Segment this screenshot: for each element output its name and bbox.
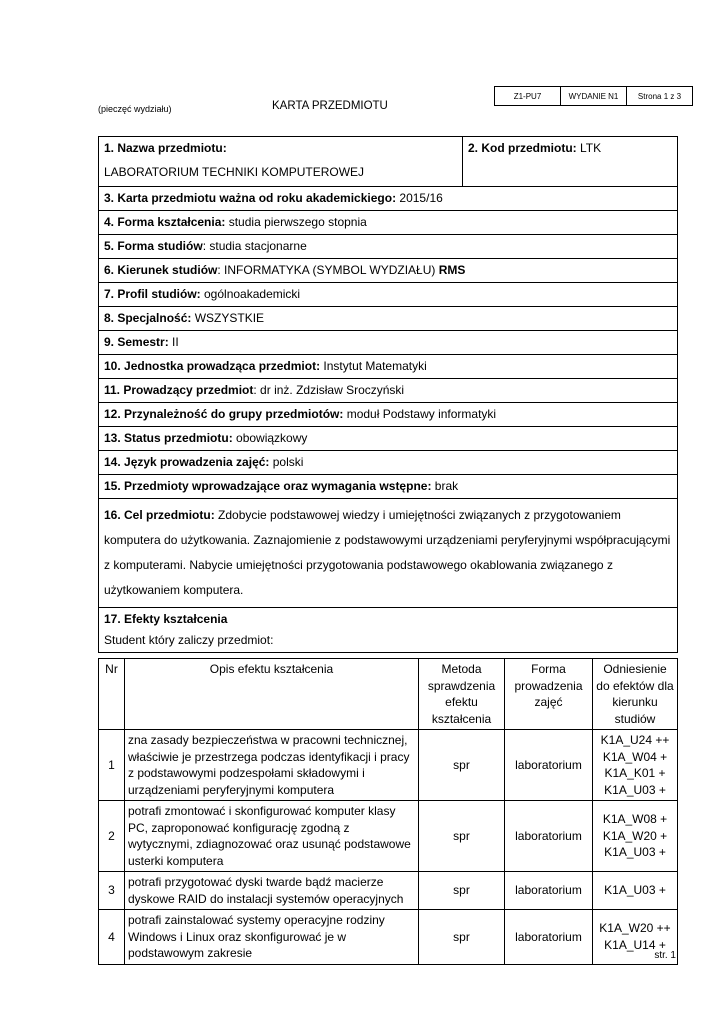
doc-code: Z1-PU7: [513, 91, 542, 101]
field-valid-year: 3. Karta przedmiotu ważna od roku akademickiego: 2015/16: [99, 187, 678, 211]
field-course-goal: 16. Cel przedmiotu: Zdobycie podstawowej wiedzy i umiejętności związanych z przygotowaniem komputera do użytkowania. Zaznajomienie z podstawowymi urządzeniami peryferyjnymi współpracującymi z komputerami. Nabycie umiejętności przygotowania podstawowego okablowania związanego z użytkowaniem komputera.: [99, 499, 678, 608]
faculty-seal-label: (pieczęć wydziału): [98, 104, 172, 114]
field-status: 13. Status przedmiotu: obowiązkowy: [99, 427, 678, 451]
doc-page-count: Strona 1 z 3: [626, 87, 692, 105]
field-education-form: 4. Forma kształcenia: studia pierwszego stopnia: [99, 211, 678, 235]
course-name-value: LABORATORIUM TECHNIKI KOMPUTEROWEJ: [104, 165, 365, 179]
col-description: Opis efektu kształcenia: [125, 659, 419, 730]
col-form: Forma prowadzenia zajęć: [505, 659, 593, 730]
col-reference: Odniesienie do efektów dla kierunku studiów: [593, 659, 678, 730]
field-course-code: 2. Kod przedmiotu: LTK: [463, 137, 678, 187]
field-group: 12. Przynależność do grupy przedmiotów: moduł Podstawy informatyki: [99, 403, 678, 427]
table-row: 3 potrafi przygotować dyski twarde bądź macierze dyskowe RAID do instalacji systemów operacyjnych spr laboratorium K1A_U03 +: [99, 872, 678, 910]
table-row: 2 potrafi zmontować i skonfigurować komputer klasy PC, zaproponować konfigurację zgodną z wytycznymi, zdiagnozować oraz usunąć podstawowe usterki komputera spr laboratorium K1A_W08 + K1A_W20 + K1A_U03 +: [99, 801, 678, 872]
course-card-table: [98, 136, 678, 653]
page-title: KARTA PRZEDMIOTU: [272, 100, 388, 112]
learning-outcomes-table: [98, 658, 678, 965]
page-number: str. 1: [654, 950, 676, 961]
field-lecturer: 11. Prowadzący przedmiot: dr inż. Zdzisław Sroczyński: [99, 379, 678, 403]
doc-edition: WYDANIE N1: [560, 87, 626, 105]
field-semester: 9. Semestr: II: [99, 331, 678, 355]
col-nr: Nr: [99, 659, 125, 730]
field-prerequisites: 15. Przedmioty wprowadzające oraz wymagania wstępne: brak: [99, 475, 678, 499]
table-row: 1 zna zasady bezpieczeństwa w pracowni technicznej, właściwie je przestrzega podczas identyfikacji i pracy z podstawowymi podzespołami składowymi i urządzeniami peryferyjnymi komputera spr laboratorium K1A_U24 ++ K1A_W04 + K1A_K01 + K1A_U03 +: [99, 730, 678, 801]
field-specialty: 8. Specjalność: WSZYSTKIE: [99, 307, 678, 331]
field-unit: 10. Jednostka prowadząca przedmiot: Instytut Matematyki: [99, 355, 678, 379]
field-field-of-study: 6. Kierunek studiów: INFORMATYKA (SYMBOL WYDZIAŁU) RMS: [99, 259, 678, 283]
document-header-box: [494, 86, 693, 106]
col-method: Metoda sprawdzenia efektu kształcenia: [419, 659, 505, 730]
field-course-name: 1. Nazwa przedmiotu: LABORATORIUM TECHNIKI KOMPUTEROWEJ: [99, 137, 463, 187]
field-learning-outcomes: 17. Efekty kształcenia Student który zaliczy przedmiot:: [99, 608, 678, 653]
field-language: 14. Język prowadzenia zajęć: polski: [99, 451, 678, 475]
learning-outcomes-intro: Student który zaliczy przedmiot:: [104, 633, 274, 647]
outcomes-header-row: [99, 659, 678, 730]
field-profile: 7. Profil studiów: ogólnoakademicki: [99, 283, 678, 307]
table-row: 4 potrafi zainstalować systemy operacyjne rodziny Windows i Linux oraz skonfigurować je w podstawowym zakresie spr laboratorium K1A_W20 ++ K1A_U14 +: [99, 910, 678, 965]
field-study-form: 5. Forma studiów: studia stacjonarne: [99, 235, 678, 259]
